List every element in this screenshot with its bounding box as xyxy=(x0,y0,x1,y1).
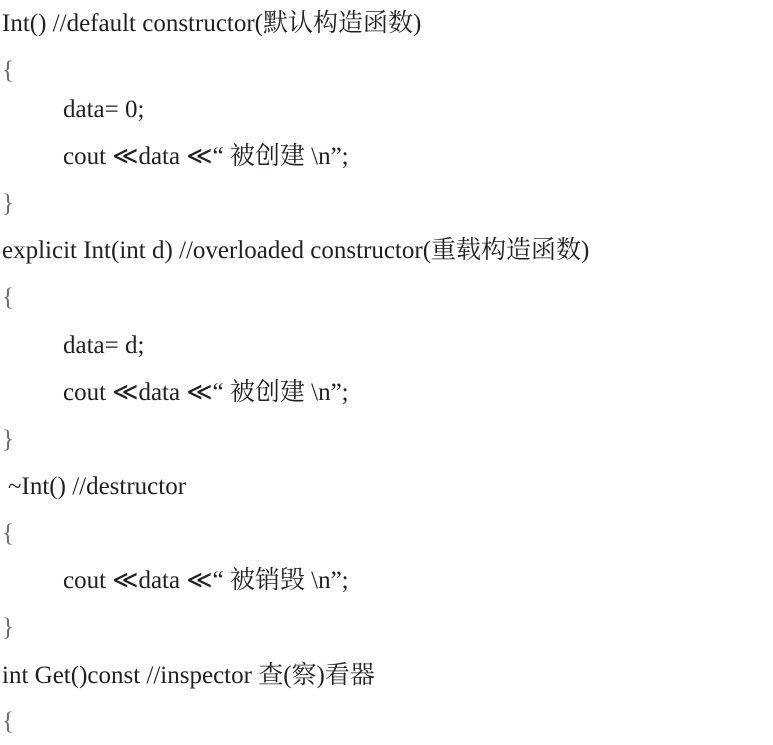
code-line-open-brace: { xyxy=(2,57,14,84)
code-line-open-brace: { xyxy=(2,708,14,735)
code-line-close-brace: } xyxy=(2,190,14,217)
code-line-open-brace: { xyxy=(2,520,14,547)
code-line-open-brace: { xyxy=(2,284,14,311)
code-line-cout-created: cout ≪data ≪“ 被创建 \n”; xyxy=(63,143,349,170)
code-line-destructor: ~Int() //destructor xyxy=(8,473,187,500)
code-line-close-brace: } xyxy=(2,426,14,453)
code-line-overloaded-constructor: explicit Int(int d) //overloaded constructor(重载构造函数) xyxy=(2,237,590,264)
code-line-cout-created: cout ≪data ≪“ 被创建 \n”; xyxy=(63,379,349,406)
code-line-assign-d: data= d; xyxy=(63,332,145,359)
code-line-assign-zero: data= 0; xyxy=(63,96,145,123)
code-line-close-brace: } xyxy=(2,614,14,641)
code-line-default-constructor: Int() //default constructor(默认构造函数) xyxy=(2,10,422,37)
code-line-cout-destroyed: cout ≪data ≪“ 被销毁 \n”; xyxy=(63,567,349,594)
code-line-inspector: int Get()const //inspector 查(察)看器 xyxy=(2,662,375,689)
